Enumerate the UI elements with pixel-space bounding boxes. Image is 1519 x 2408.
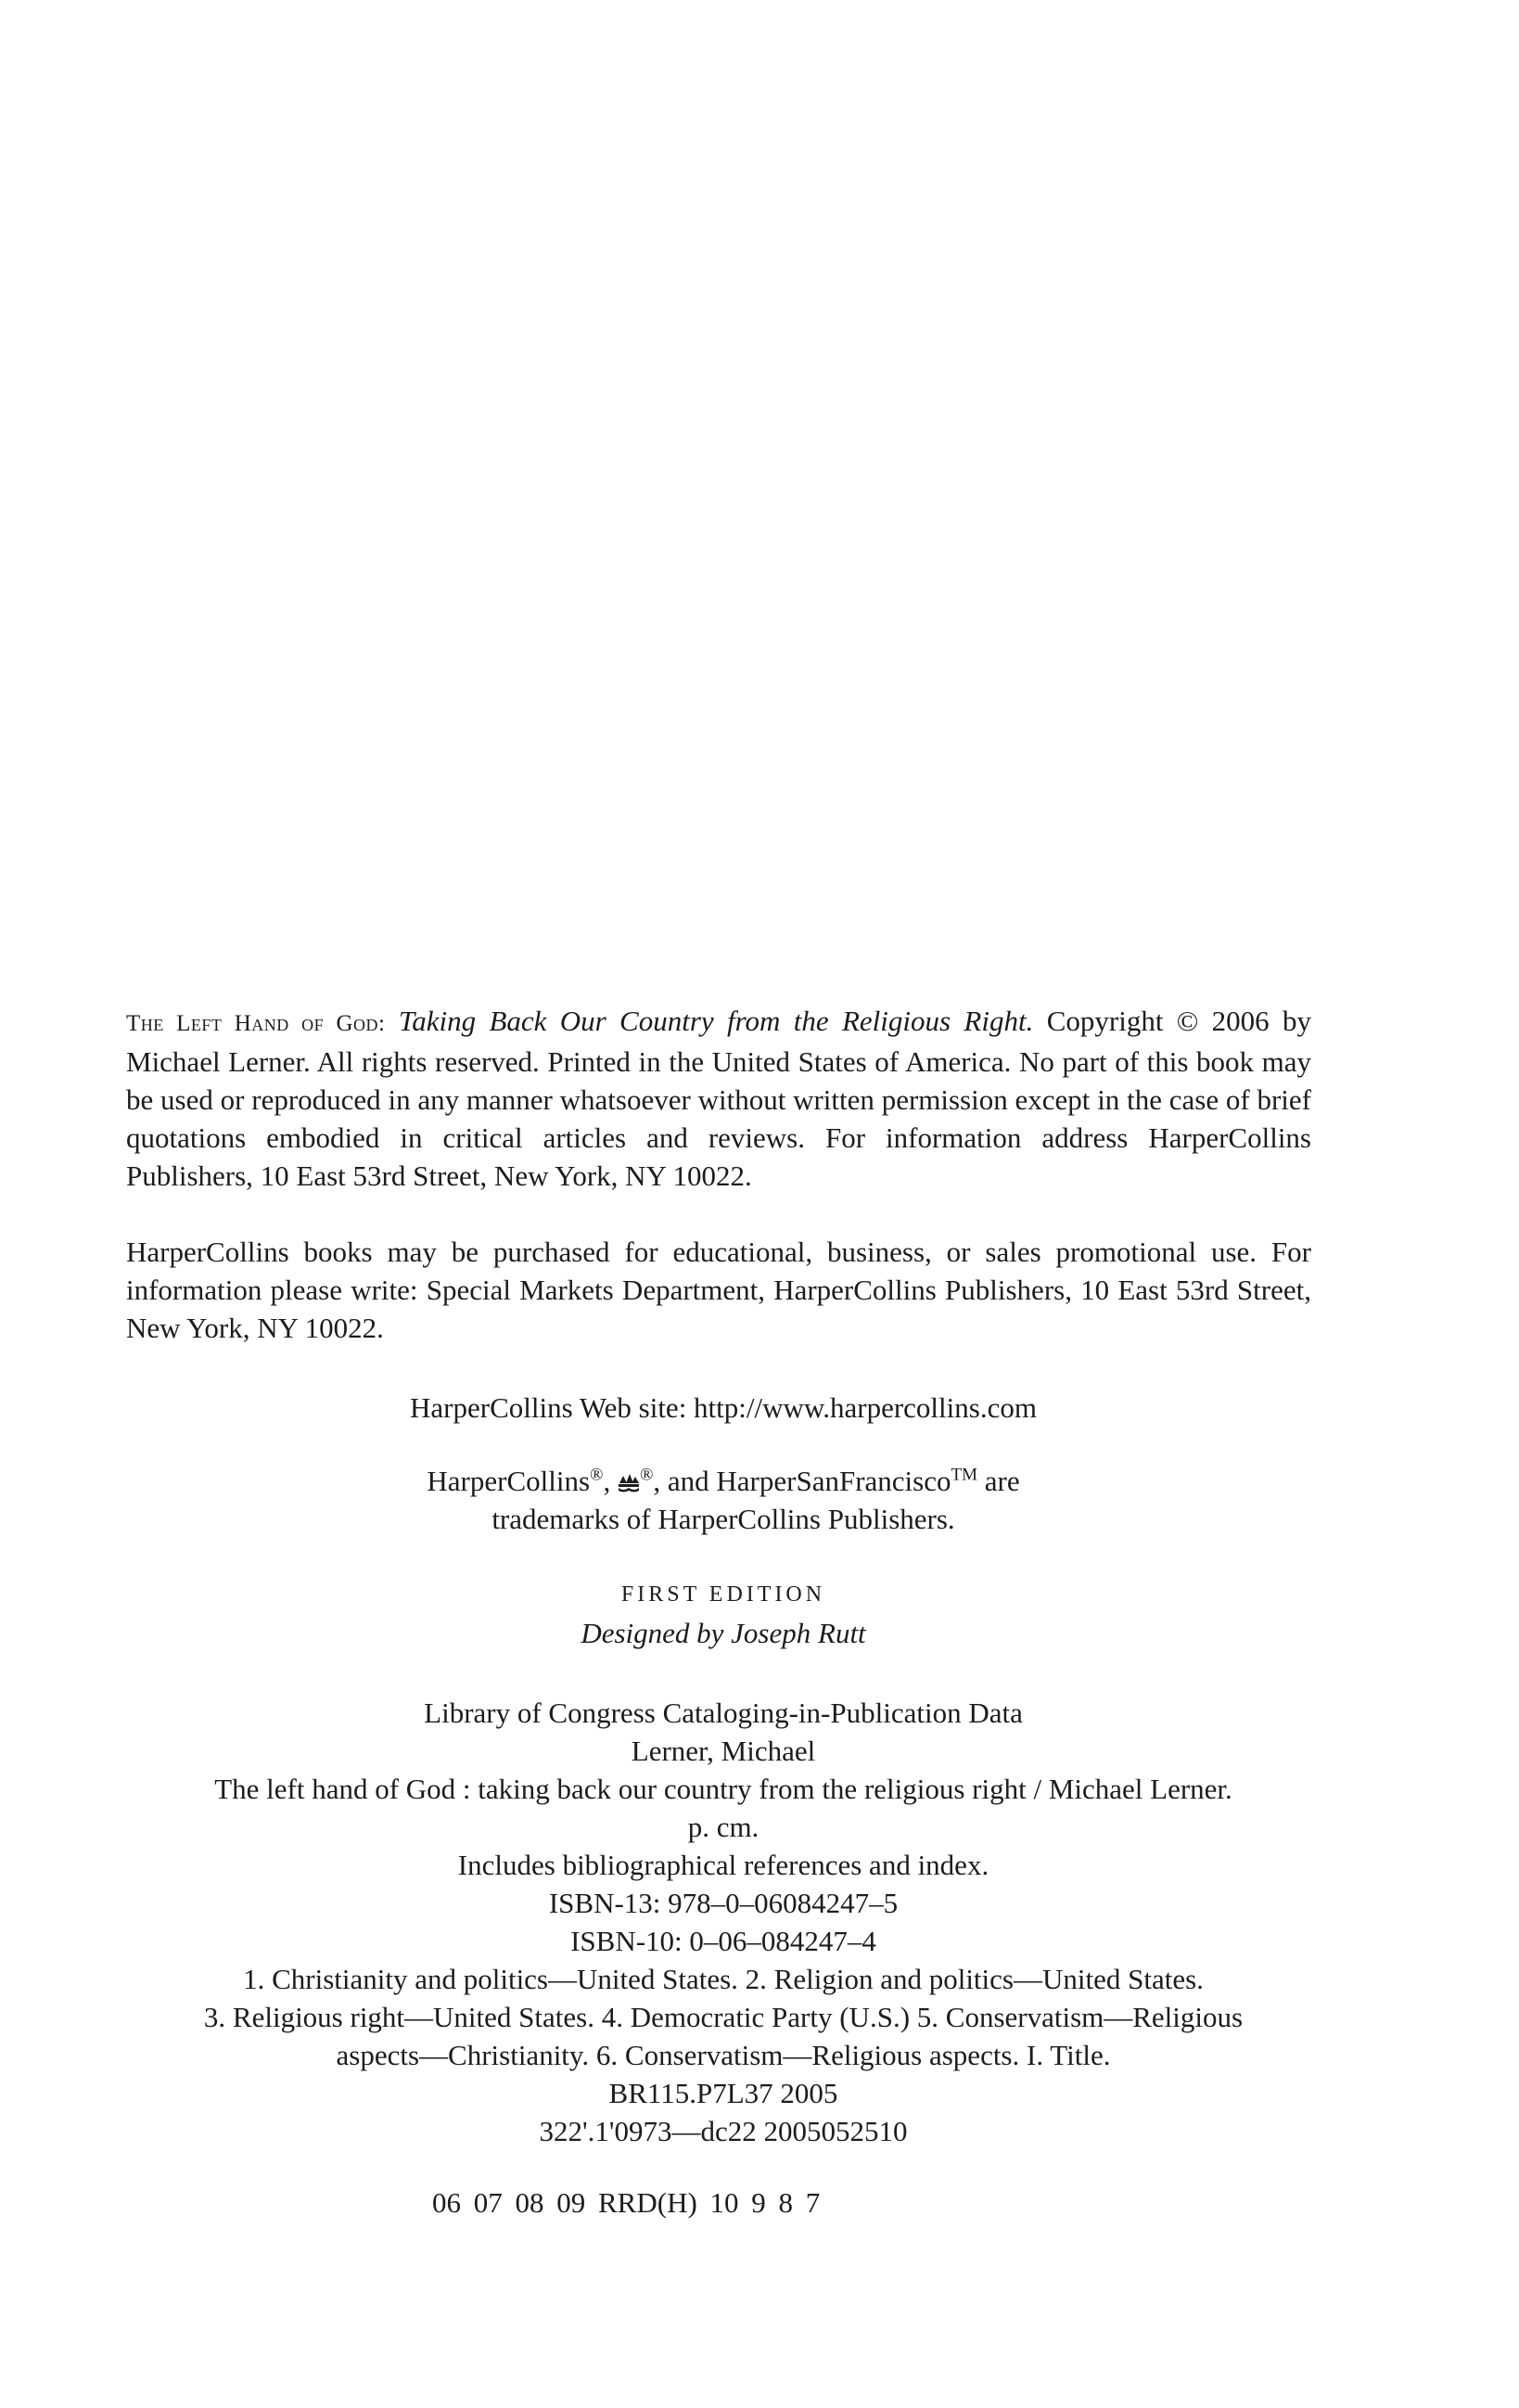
separator: ,: [603, 1465, 611, 1497]
brand-harpercollins: HarperCollins: [427, 1465, 591, 1497]
cip-line: Includes bibliographical references and index.: [457, 1849, 989, 1881]
registered-mark-2: ®: [639, 1465, 654, 1485]
cip-line: The left hand of God : taking back our country from the religious right / Michael Lerner.: [214, 1773, 1232, 1805]
edition-label: FIRST EDITION: [620, 1582, 826, 1607]
trademarks-line-1: [93, 1462, 1354, 1500]
cip-line: ISBN-13: 978–0–06084247–5: [548, 1887, 899, 1919]
cip-line: Library of Congress Cataloging-in-Publication Data: [424, 1697, 1023, 1729]
book-subtitle: Taking Back Our Country from the Religious Right.: [398, 1005, 1034, 1037]
website-line: HarperCollins Web site: http://www.harpercollins.com: [410, 1391, 1037, 1424]
registered-mark: ®: [590, 1465, 604, 1485]
copyright-paragraph: [126, 1002, 1311, 1195]
copyright-notice: [126, 1002, 1311, 1347]
purchase-paragraph: HarperCollins books may be purchased for educational, business, or sales promotional use. For information please write: Special Markets Department, HarperCollins Publishers, 10 East 53rd Street, New York, NY 10022.: [126, 1236, 1311, 1344]
harpercollins-logo-icon: [618, 1472, 640, 1492]
cip-line: 3. Religious right—United States. 4. Democratic Party (U.S.) 5. Conservatism—Religious: [203, 2001, 1244, 2033]
trademark-mark: TM: [951, 1465, 977, 1485]
designer-credit: Designed by Joseph Rutt: [581, 1617, 866, 1649]
cip-line: BR115.P7L37 2005: [608, 2077, 838, 2109]
cip-line: 1. Christianity and politics—United States. 2. Religion and politics—United States.: [243, 1963, 1204, 1995]
book-title: The Left Hand of God:: [126, 1011, 386, 1036]
cip-line: Lerner, Michael: [631, 1735, 816, 1767]
and-harpersanfrancisco: , and HarperSanFrancisco: [653, 1465, 951, 1497]
copyright-text: Copyright © 2006 by Michael Lerner. All rights reserved. Printed in the United States of America. No part of this book may be used or reproduced in any manner whatsoever without written permission except in the case of brief quotations embodied in critical articles and reviews. For information address HarperCollins Publishers, 10 East 53rd Street, New York, NY 10022.: [126, 1005, 1312, 1192]
cip-line: 322'.1'0973—dc22 2005052510: [539, 2115, 908, 2147]
are-text: are: [977, 1465, 1020, 1497]
cip-line: aspects—Christianity. 6. Conservatism—Religious aspects. I. Title.: [336, 2039, 1111, 2071]
cip-data: [93, 1694, 1354, 2150]
cip-line: p. cm.: [687, 1811, 760, 1843]
cip-line: ISBN-10: 0–06–084247–4: [570, 1925, 876, 1957]
trademarks-line-2: trademarks of HarperCollins Publishers.: [491, 1503, 955, 1535]
printing-line: 06 07 08 09 RRD(H) 10 9 8 7: [432, 2186, 821, 2219]
trademarks-notice: [93, 1462, 1354, 1538]
edition-block: [93, 1576, 1354, 1652]
